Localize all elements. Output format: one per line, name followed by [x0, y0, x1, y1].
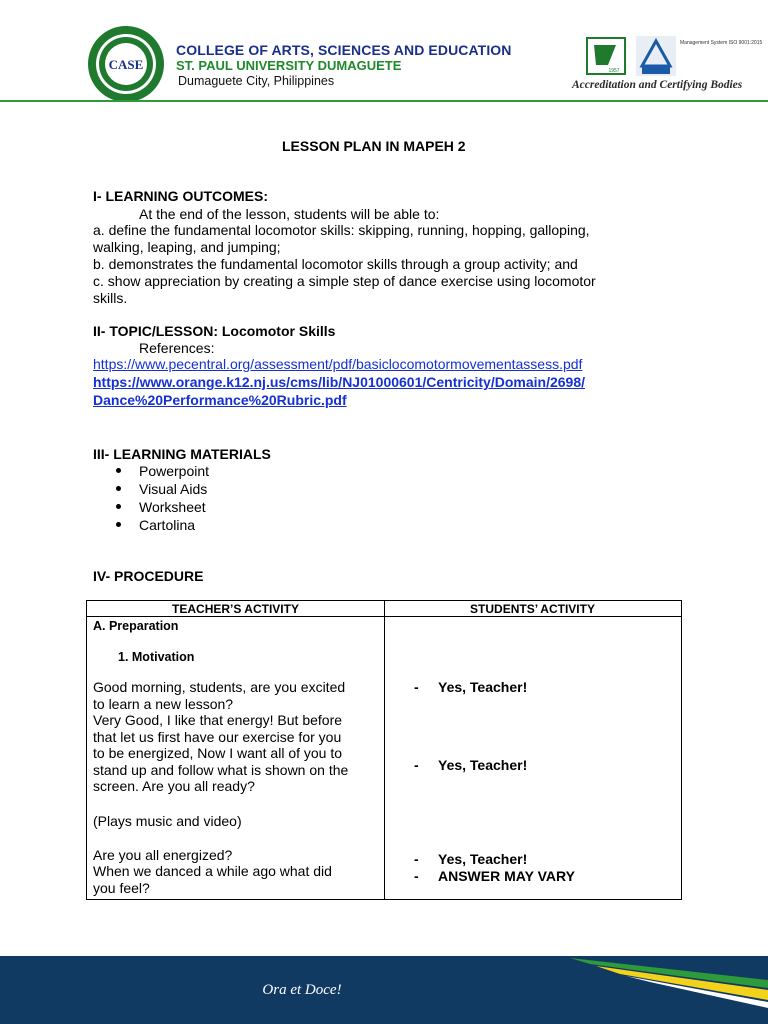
student-response: Yes, Teacher!	[438, 757, 528, 773]
materials-heading: III- LEARNING MATERIALS	[93, 446, 271, 462]
teacher-line: to learn a new lesson?	[93, 696, 234, 712]
student-response: Yes, Teacher!	[438, 679, 528, 695]
response-dash: -	[414, 679, 419, 695]
logo-text: CASE	[108, 57, 144, 72]
outcome-line: a. define the fundamental locomotor skills: skipping, running, hopping, galloping,	[93, 222, 590, 238]
student-response: ANSWER MAY VARY	[438, 868, 575, 884]
teacher-line: When we danced a while ago what did	[93, 863, 332, 879]
teacher-line: you feel?	[93, 880, 150, 896]
procedure-heading: IV- PROCEDURE	[93, 568, 204, 584]
teacher-line: screen. Are you all ready?	[93, 778, 255, 794]
outcome-line: b. demonstrates the fundamental locomotor skills through a group activity; and	[93, 256, 578, 272]
city-line: Dumaguete City, Philippines	[178, 74, 335, 88]
response-dash: -	[414, 851, 419, 867]
teacher-line: Very Good, I like that energy! But before	[93, 712, 343, 728]
outcome-line: skills.	[93, 290, 128, 306]
college-name: COLLEGE OF ARTS, SCIENCES AND EDUCATION	[176, 42, 512, 58]
reference-link-1[interactable]: https://www.pecentral.org/assessment/pdf/basiclocomotormovementassess.pdf	[93, 356, 583, 372]
university-name: ST. PAUL UNIVERSITY DUMAGUETE	[176, 58, 402, 73]
letterhead	[0, 0, 768, 104]
outcomes-heading: I- LEARNING OUTCOMES:	[93, 188, 268, 204]
outcomes-intro: At the end of the lesson, students will be able to:	[139, 206, 440, 222]
reference-link-2-continued[interactable]: Dance%20Performance%20Rubric.pdf	[93, 392, 347, 408]
table-column-divider	[384, 601, 385, 899]
footer-stripes	[560, 950, 768, 1010]
response-dash: -	[414, 757, 419, 773]
bullet-icon	[116, 486, 121, 491]
cert-text: Management System ISO 9001:2015	[680, 40, 763, 46]
iso-certification-logo	[636, 36, 763, 76]
students-column-header: STUDENTS’ ACTIVITY	[470, 602, 595, 616]
header-divider	[0, 100, 768, 102]
response-dash: -	[414, 868, 419, 884]
procedure-table	[86, 600, 682, 900]
outcome-line: walking, leaping, and jumping;	[93, 239, 281, 255]
motivation-label: 1. Motivation	[118, 650, 195, 664]
case-seal-logo	[86, 24, 166, 104]
teacher-line: stand up and follow what is shown on the	[93, 762, 349, 778]
preparation-label: A. Preparation	[93, 619, 179, 633]
bullet-icon	[116, 522, 121, 527]
footer-motto: Ora et Doce!	[262, 982, 342, 998]
teacher-line: (Plays music and video)	[93, 813, 242, 829]
material-item: Powerpoint	[139, 463, 210, 479]
page-title: LESSON PLAN IN MAPEH 2	[282, 138, 466, 154]
teacher-line: that let us first have our exercise for you	[93, 729, 342, 745]
student-response: Yes, Teacher!	[438, 851, 528, 867]
teacher-line: Are you all energized?	[93, 847, 233, 863]
bullet-icon	[116, 468, 121, 473]
teacher-line: to be energized, Now I want all of you to	[93, 745, 343, 761]
outcome-line: c. show appreciation by creating a simple step of dance exercise using locomotor	[93, 273, 596, 289]
accreditation-logo	[586, 37, 626, 75]
material-item: Visual Aids	[139, 481, 208, 497]
material-item: Worksheet	[139, 499, 206, 515]
references-label: References:	[139, 340, 215, 356]
teacher-column-header: TEACHER’S ACTIVITY	[172, 602, 299, 616]
teacher-line: Good morning, students, are you excited	[93, 679, 346, 695]
bullet-icon	[116, 504, 121, 509]
reference-link-2[interactable]: https://www.orange.k12.nj.us/cms/lib/NJ01000601/Centricity/Domain/2698/	[93, 374, 585, 390]
table-header-divider	[87, 616, 681, 617]
topic-heading: II- TOPIC/LESSON: Locomotor Skills	[93, 323, 336, 339]
accreditation-label: Accreditation and Certifying Bodies	[572, 79, 743, 91]
material-item: Cartolina	[139, 517, 196, 533]
cert-year: 1957	[608, 68, 620, 74]
